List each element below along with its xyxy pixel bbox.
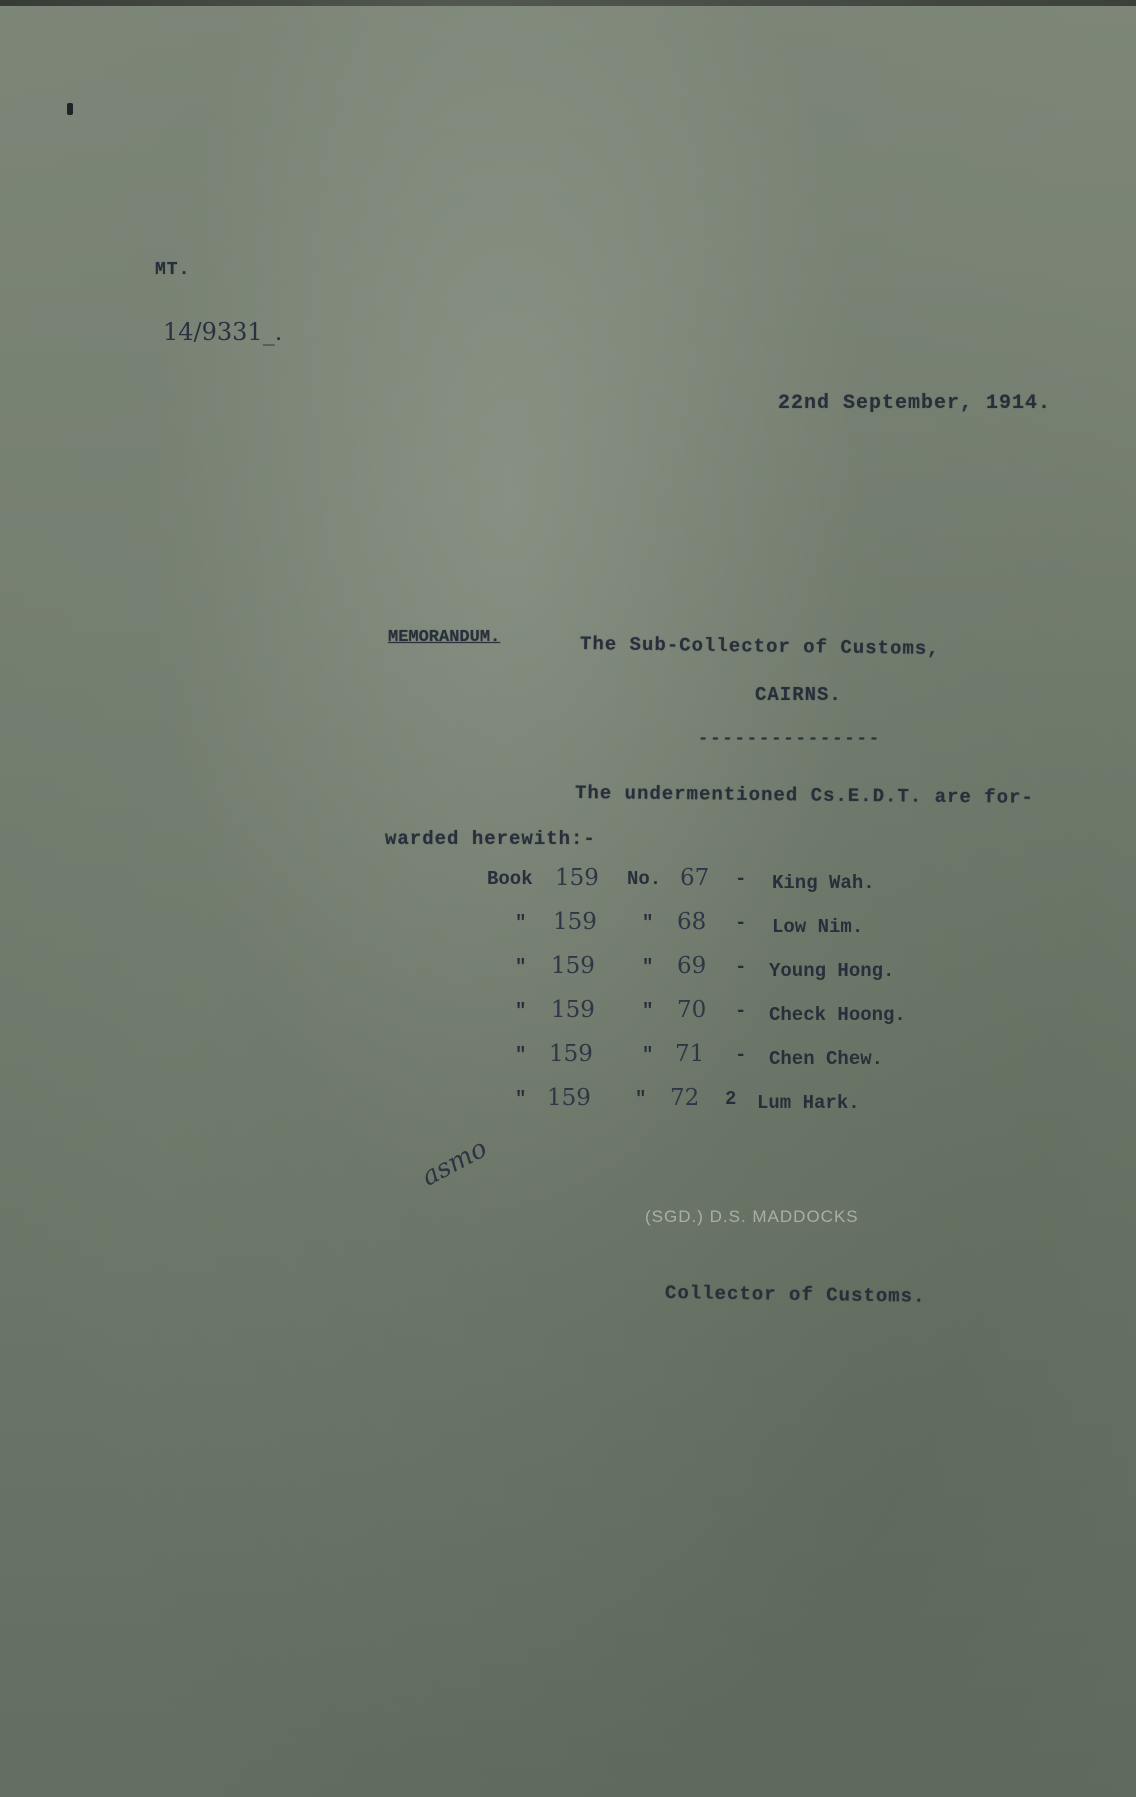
number-label: " <box>642 1044 654 1066</box>
memo-heading: MEMORANDUM. <box>388 628 501 647</box>
entry-number: 67 <box>680 865 710 891</box>
addressee-line-1: The Sub-Collector of Customs, <box>579 633 940 661</box>
separator: - <box>735 1044 747 1066</box>
body-line-1: The undermentioned Cs.E.D.T. are for- <box>574 782 1034 809</box>
entry-name: Lum Hark. <box>757 1092 860 1114</box>
ink-mark <box>67 103 73 115</box>
book-number: 159 <box>551 997 595 1023</box>
page-top-edge <box>0 0 1136 6</box>
number-label: " <box>642 1000 654 1022</box>
book-number: 159 <box>555 865 599 891</box>
signature-stamp: (SGD.) D.S. MADDOCKS <box>645 1207 859 1226</box>
book-label: " <box>515 1044 527 1066</box>
book-number: 159 <box>547 1085 591 1111</box>
separator: - <box>735 912 747 934</box>
book-label: Book <box>487 868 533 890</box>
entry-name: Young Hong. <box>769 960 895 982</box>
book-label: " <box>515 1000 527 1022</box>
addressee-line-2: CAIRNS. <box>755 684 842 706</box>
entry-name: King Wah. <box>772 872 875 894</box>
entry-name: Check Hoong. <box>769 1004 906 1026</box>
book-number: 159 <box>553 909 597 935</box>
number-label: " <box>642 912 654 934</box>
entry-number: 72 <box>670 1085 700 1111</box>
entry-number: 70 <box>677 997 707 1023</box>
number-label: " <box>642 956 654 978</box>
signatory-title: Collector of Customs. <box>664 1282 926 1308</box>
separator: 2 <box>725 1088 737 1110</box>
number-label: No. <box>627 868 662 890</box>
entry-number: 68 <box>677 909 707 935</box>
memo-date: 22nd September, 1914. <box>778 392 1052 415</box>
entry-number: 69 <box>677 953 707 979</box>
book-label: " <box>515 956 527 978</box>
reference-number: 14/9331_. <box>163 318 283 346</box>
separator: - <box>735 956 747 978</box>
number-label: " <box>635 1088 647 1110</box>
book-number: 159 <box>549 1041 593 1067</box>
book-number: 159 <box>551 953 595 979</box>
reference-initials: MT. <box>155 260 191 280</box>
entry-name: Low Nim. <box>772 916 864 938</box>
separator: - <box>735 1000 747 1022</box>
body-line-2: warded herewith:- <box>385 828 596 850</box>
divider-line: --------------- <box>698 730 882 749</box>
book-label: " <box>515 912 527 934</box>
book-label: " <box>515 1088 527 1110</box>
entry-name: Chen Chew. <box>769 1048 884 1070</box>
handwritten-initials: asmo <box>417 1133 493 1193</box>
entry-number: 71 <box>675 1041 705 1067</box>
separator: - <box>735 868 747 890</box>
